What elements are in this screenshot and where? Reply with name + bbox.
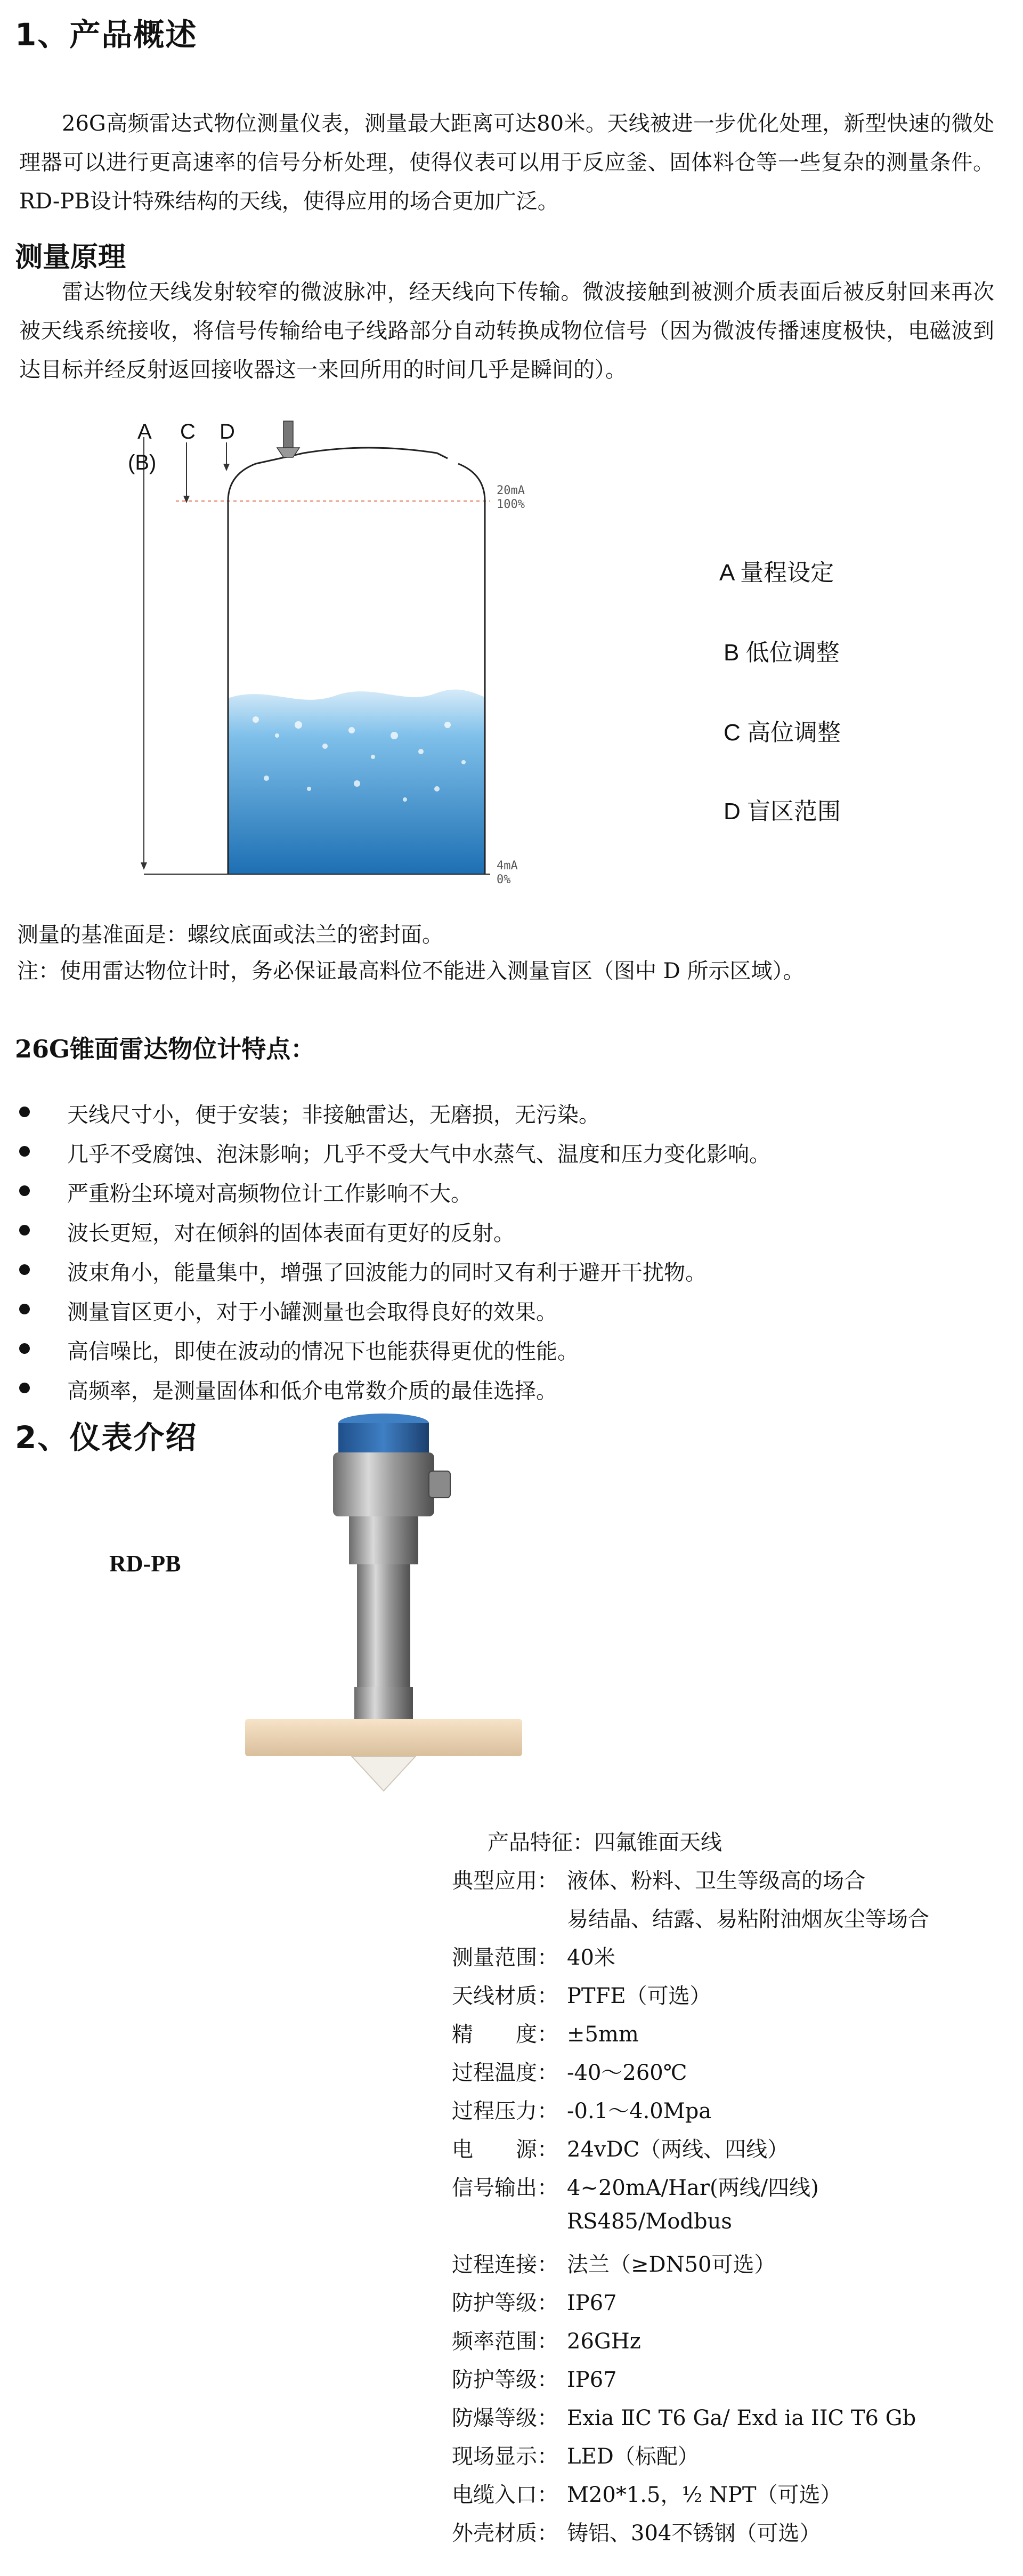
spec-row: 电缆入口： M20*1.5，½ NPT（可选） <box>452 2483 842 2507</box>
spec-row: 防护等级： IP67 <box>452 2291 617 2315</box>
spec-row: 过程连接： 法兰（≥DN50可选） <box>452 2252 776 2277</box>
label-c: C <box>180 420 196 443</box>
spec-row: 电 源： 24vDC（两线、四线） <box>452 2137 789 2162</box>
spec-row: 过程压力： -0.1～4.0Mpa <box>452 2099 712 2123</box>
section-1-heading: 1、产品概述 <box>15 17 198 53</box>
spec-row: 天线材质： PTFE（可选） <box>452 1984 711 2008</box>
bottom-level-percent: 0% <box>497 873 511 886</box>
instrument-image <box>240 1407 538 1802</box>
spec-row: 精 度： ±5mm <box>452 2022 639 2047</box>
intro-paragraph: 26G高频雷达式物位测量仪表，测量最大距离可达80米。天线被进一步优化处理，新型快速的微处理器可以进行更高速率的信号分析处理，使得仪表可以用于反应釜、固体料仓等一些复杂的测量条件。RD-PB设计特殊结构的天线，使得应用的场合更加广泛。 <box>19 111 994 214</box>
top-level-mark <box>497 484 525 512</box>
bottom-level-current: 4mA <box>497 859 518 873</box>
model-label: RD-PB <box>109 1551 181 1577</box>
spec-row: 现场显示： LED（标配） <box>452 2444 699 2469</box>
spec-row: 防爆等级： Exia ⅡC T6 Ga/ Exd ia IIC T6 Gb <box>452 2406 916 2430</box>
section-2-heading: 2、仪表介绍 <box>15 1419 198 1456</box>
principle-paragraph: 雷达物位天线发射较窄的微波脉冲，经天线向下传输。微波接触到被测介质表面后被反射回来再次被天线系统接收，将信号传输给电子线路部分自动转换成物位信号（因为微波传播速度极快，电磁波到达目标并经反射返回接收器这一来回所用的时间几乎是瞬间的）。 <box>19 280 994 382</box>
spec-row: 防护等级： IP67 <box>452 2368 617 2392</box>
warning-note: 注：使用雷达物位计时，务必保证最高料位不能进入测量盲区（图中 D 所示区域）。 <box>17 959 805 983</box>
principle-heading: 测量原理 <box>15 241 126 273</box>
spec-row: 过程温度： -40～260℃ <box>452 2061 687 2085</box>
top-level-current: 20mA <box>497 484 525 497</box>
spec-row: 易结晶、结露、易粘附油烟灰尘等场合 <box>567 1907 929 1932</box>
legend-c: C 高位调整 <box>724 720 841 746</box>
label-a: A <box>137 420 152 443</box>
legend-d: D 盲区范围 <box>724 798 841 825</box>
spec-row: 典型应用： 液体、粉料、卫生等级高的场合 <box>452 1869 865 1893</box>
reference-note: 测量的基准面是：螺纹底面或法兰的密封面。 <box>17 923 443 947</box>
spec-row: 信号输出： 4~20mA/Har(两线/四线) <box>452 2176 819 2200</box>
label-d: D <box>220 420 235 443</box>
radar-measurement-diagram <box>117 416 554 895</box>
spec-row: 外壳材质： 铸铝、304不锈钢（可选） <box>452 2521 821 2546</box>
spec-table <box>452 1864 1011 2573</box>
product-feature-line: 产品特征：四氟锥面天线 <box>488 1830 722 1855</box>
spec-row: 频率范围： 26GHz <box>452 2329 641 2354</box>
features-list: 天线尺寸小，便于安装；非接触雷达，无磨损，无污染。 几乎不受腐蚀、泡沫影响；几乎不受大气中水蒸气、温度和压力变化影响。 严重粉尘环境对高频物位计工作影响不大。 波长更短，对在倾斜的固体表面有更好的反射。 波束角小，能量集中，增强了回波能力的同时又有利于避开干扰物。 测量盲区更小，对于小罐测量也会取得良好的效果。 高信噪比，即使在波动的情况下也能获得更优的性能。 高频率，是测量固体和低介电常数介质的最佳选择。 <box>19 1098 978 1418</box>
legend-a: A 量程设定 <box>719 560 834 586</box>
bottom-level-mark <box>497 859 518 887</box>
antenna-icon <box>283 421 293 450</box>
top-level-percent: 100% <box>497 498 525 511</box>
radar-level-meter-icon <box>240 1407 538 1802</box>
label-b: (B) <box>128 451 157 474</box>
spec-row: 测量范围： 40米 <box>452 1945 615 1970</box>
legend-b: B 低位调整 <box>724 640 840 666</box>
spec-row: RS485/Modbus <box>567 2209 732 2234</box>
tank-illustration <box>117 416 554 895</box>
features-heading: 26G锥面雷达物位计特点： <box>15 1035 315 1063</box>
